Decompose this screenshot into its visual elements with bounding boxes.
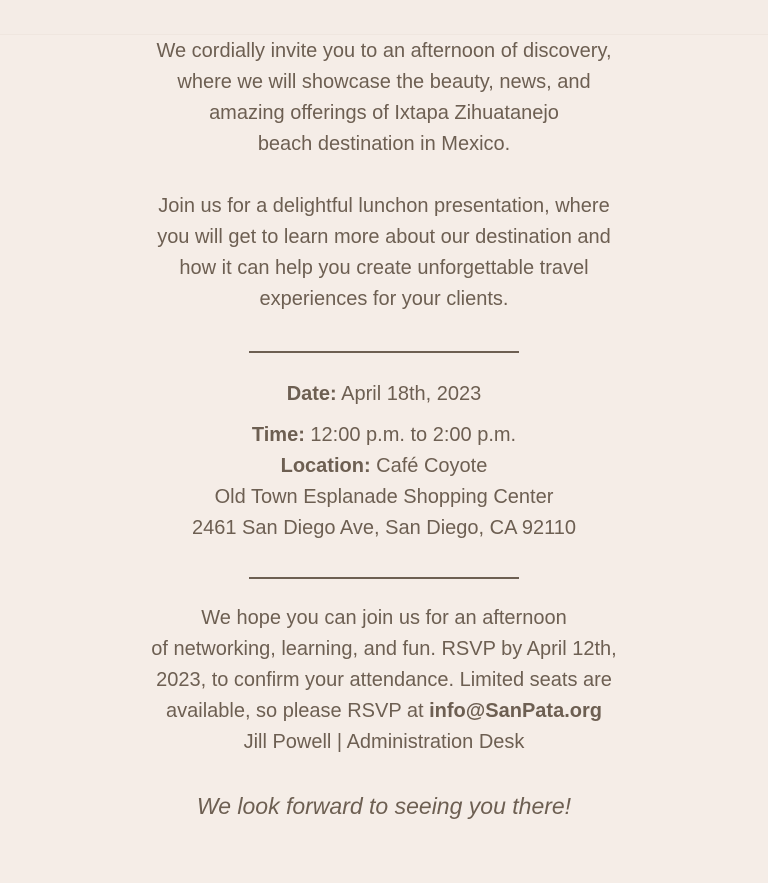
location-label: Location: — [280, 455, 371, 477]
event-location — [0, 451, 768, 482]
rsvp-line: 2023, to confirm your attendance. Limited seats are — [156, 669, 612, 691]
address-line-2: 2461 San Diego Ave, San Diego, CA 92110 — [192, 517, 576, 539]
closing-message: We look forward to seeing you there! — [196, 793, 572, 819]
rsvp-paragraph — [124, 603, 644, 758]
rsvp-email-line — [124, 696, 644, 727]
divider-bottom — [249, 577, 519, 579]
intro-line: where we will showcase the beauty, news, and — [177, 71, 591, 93]
join-line: you will get to learn more about our destination and — [157, 226, 611, 248]
signature: Jill Powell | Administration Desk — [243, 731, 525, 753]
intro-line: amazing offerings of Ixtapa Zihuatanejo — [209, 102, 559, 124]
rsvp-available-text: available, so please RSVP at — [166, 700, 430, 722]
rsvp-email-link[interactable]: info@SanPata.org — [429, 700, 602, 722]
intro-paragraph — [124, 36, 644, 160]
date-value: April 18th, 2023 — [336, 383, 482, 405]
join-paragraph — [124, 191, 644, 315]
join-line: Join us for a delightful lunchon presentation, where — [158, 195, 610, 217]
rsvp-line: We hope you can join us for an afternoon — [201, 607, 567, 629]
date-label: Date: — [286, 383, 337, 405]
address-line-1: Old Town Esplanade Shopping Center — [214, 486, 554, 508]
time-value: 12:00 p.m. to 2:00 p.m. — [304, 424, 517, 446]
location-value: Café Coyote — [370, 455, 488, 477]
invitation-content — [0, 36, 768, 822]
divider-top — [249, 351, 519, 353]
intro-line: beach destination in Mexico. — [257, 133, 511, 155]
intro-line: We cordially invite you to an afternoon of discovery, — [156, 40, 612, 62]
time-label: Time: — [251, 424, 305, 446]
event-time — [0, 420, 768, 451]
event-details — [0, 379, 768, 544]
top-edge — [0, 0, 768, 35]
rsvp-line: of networking, learning, and fun. RSVP by April 12th, — [151, 638, 617, 660]
event-date — [0, 379, 768, 410]
join-line: experiences for your clients. — [259, 288, 509, 310]
join-line: how it can help you create unforgettable travel — [179, 257, 589, 279]
